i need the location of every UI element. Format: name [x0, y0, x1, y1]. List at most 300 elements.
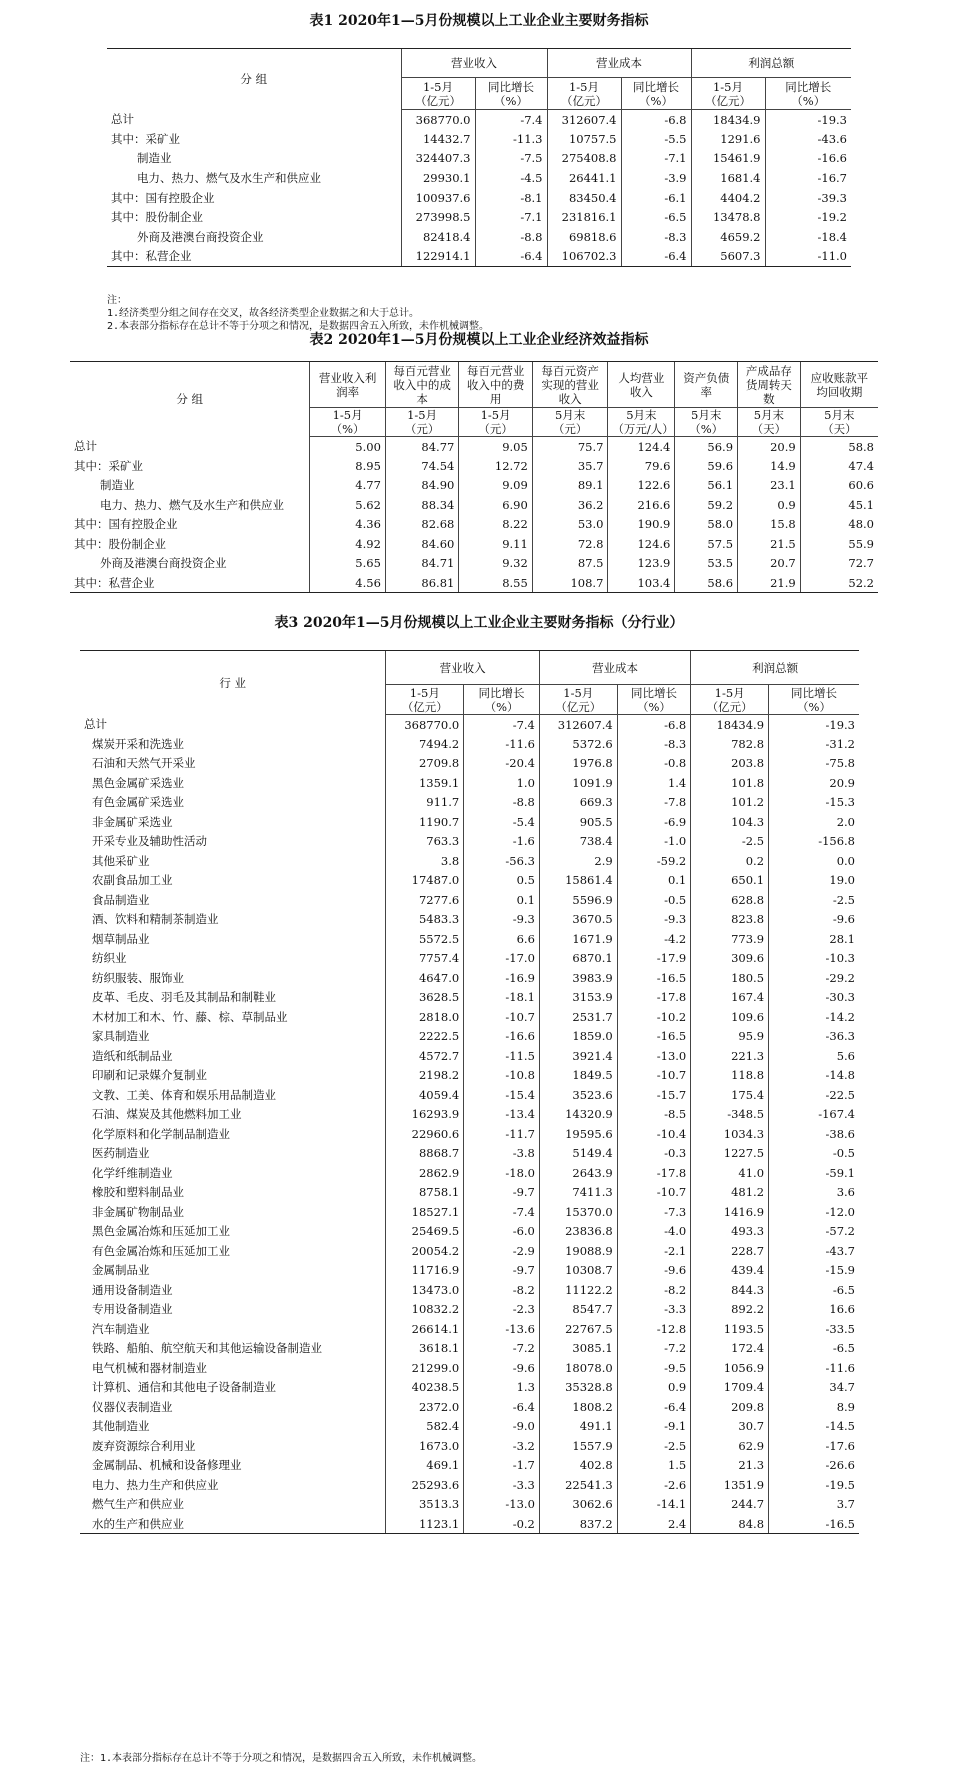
table3-title: 表3 2020年1—5月份规模以上工业企业主要财务指标（分行业）	[274, 615, 684, 631]
table-row	[80, 1417, 859, 1437]
table-row	[80, 1495, 859, 1515]
t3-sub-period: 1-5月 （亿元）	[386, 685, 464, 715]
cell-value: 95.9	[691, 1027, 769, 1047]
cell-value: 12.72	[459, 456, 532, 476]
row-label: 纺织业	[92, 951, 127, 966]
cell-value: 1416.9	[691, 1202, 769, 1222]
cell-value: 3670.5	[539, 910, 617, 930]
table-row	[80, 1007, 859, 1027]
cell-value: -1.7	[464, 1456, 540, 1476]
row-label: 其他制造业	[92, 1419, 150, 1434]
cell-value: 5.00	[310, 437, 386, 457]
cell-value: 22541.3	[539, 1475, 617, 1495]
cell-value: -9.1	[617, 1417, 691, 1437]
cell-value: 88.34	[385, 495, 458, 515]
t2-col-unit-4: 5月末 （万元/人）	[608, 408, 675, 437]
cell-value: -0.2	[464, 1514, 540, 1534]
cell-value: 2198.2	[386, 1066, 464, 1086]
cell-value: 21.5	[738, 534, 801, 554]
cell-value: 122.6	[608, 476, 675, 496]
cell-value: 30.7	[691, 1417, 769, 1437]
row-label: 化学纤维制造业	[92, 1165, 173, 1180]
cell-value: 2709.8	[386, 754, 464, 774]
cell-value: -19.3	[769, 715, 859, 735]
cell-value: -8.2	[617, 1280, 691, 1300]
table-row	[80, 1456, 859, 1476]
row-label: 农副食品加工业	[92, 873, 173, 888]
cell-value: 3523.6	[539, 1085, 617, 1105]
cell-value: 118.8	[691, 1066, 769, 1086]
cell-value: 58.6	[675, 573, 738, 593]
t2-group-header: 分 组	[70, 362, 310, 437]
cell-value: -57.2	[769, 1222, 859, 1242]
table-row	[80, 1183, 859, 1203]
cell-value: -6.1	[621, 188, 691, 208]
cell-value: -7.4	[464, 1202, 540, 1222]
t1-sub-period: 1-5月 （亿元）	[401, 78, 475, 110]
cell-value: -167.4	[769, 1105, 859, 1125]
cell-value: -11.7	[464, 1124, 540, 1144]
cell-value: -8.8	[475, 227, 547, 247]
cell-value: 59.2	[675, 495, 738, 515]
cell-value: -3.8	[464, 1144, 540, 1164]
table-row	[70, 573, 878, 593]
cell-value: 491.1	[539, 1417, 617, 1437]
row-label: 计算机、通信和其他电子设备制造业	[92, 1380, 276, 1395]
cell-value: 180.5	[691, 968, 769, 988]
cell-value: 2531.7	[539, 1007, 617, 1027]
cell-value: -3.9	[621, 168, 691, 188]
cell-value: 101.8	[691, 773, 769, 793]
t2-col-name-4: 人均营业 收入	[608, 362, 675, 408]
table-row	[70, 515, 878, 535]
table-row	[70, 437, 878, 457]
row-label: 制造业	[137, 151, 172, 166]
t1-sub-period: 1-5月 （亿元）	[691, 78, 765, 110]
cell-value: -0.5	[617, 890, 691, 910]
cell-value: -0.3	[617, 1144, 691, 1164]
cell-value: -15.7	[617, 1085, 691, 1105]
row-label: 其中：股份制企业	[111, 210, 203, 225]
cell-value: -12.8	[617, 1319, 691, 1339]
cell-value: 6.90	[459, 495, 532, 515]
row-label: 医药制造业	[92, 1146, 150, 1161]
cell-value: 2818.0	[386, 1007, 464, 1027]
row-label: 其他采矿业	[92, 853, 150, 868]
cell-value: 5.62	[310, 495, 386, 515]
cell-value: 368770.0	[401, 110, 475, 130]
cell-value: -10.2	[617, 1007, 691, 1027]
t2-col-unit-5: 5月末 （%）	[675, 408, 738, 437]
cell-value: -16.6	[765, 149, 851, 169]
cell-value: 0.2	[691, 851, 769, 871]
cell-value: 1351.9	[691, 1475, 769, 1495]
cell-value: -0.8	[617, 754, 691, 774]
row-label: 专用设备制造业	[92, 1302, 173, 1317]
table-row	[80, 1339, 859, 1359]
table-row	[107, 227, 851, 247]
cell-value: -19.5	[769, 1475, 859, 1495]
cell-value: 75.7	[532, 437, 608, 457]
table-row	[80, 1358, 859, 1378]
cell-value: 10832.2	[386, 1300, 464, 1320]
cell-value: -16.5	[617, 968, 691, 988]
row-label: 燃气生产和供应业	[92, 1497, 184, 1512]
table1	[107, 48, 851, 267]
cell-value: 844.3	[691, 1280, 769, 1300]
row-label: 其中：国有控股企业	[111, 190, 215, 205]
cell-value: -11.6	[464, 734, 540, 754]
cell-value: 469.1	[386, 1456, 464, 1476]
table-row	[80, 1378, 859, 1398]
cell-value: 83450.4	[547, 188, 621, 208]
table-row	[80, 1319, 859, 1339]
t2-col-unit-2: 1-5月 （元）	[459, 408, 532, 437]
cell-value: 11716.9	[386, 1261, 464, 1281]
cell-value: -16.7	[765, 168, 851, 188]
cell-value: 1056.9	[691, 1358, 769, 1378]
cell-value: 1.0	[464, 773, 540, 793]
cell-value: -14.2	[769, 1007, 859, 1027]
row-label: 其中：私营企业	[107, 247, 401, 267]
cell-value: 89.1	[532, 476, 608, 496]
cell-value: 53.5	[675, 554, 738, 574]
cell-value: -29.2	[769, 968, 859, 988]
cell-value: 4.56	[310, 573, 386, 593]
note-line: 1.经济类型分组之间存在交叉，故各经济类型企业数据之和大于总计。	[107, 308, 420, 319]
cell-value: -18.1	[464, 988, 540, 1008]
row-label: 酒、饮料和精制茶制造业	[92, 912, 219, 927]
cell-value: 26614.1	[386, 1319, 464, 1339]
cell-value: 8758.1	[386, 1183, 464, 1203]
table-row	[80, 1027, 859, 1047]
cell-value: 7757.4	[386, 949, 464, 969]
t3-colgroup-0: 营业收入	[386, 651, 539, 685]
row-label: 其中：采矿业	[111, 131, 180, 146]
row-label: 其中：私营企业	[70, 573, 310, 593]
cell-value: -7.2	[464, 1339, 540, 1359]
cell-value: -6.9	[617, 812, 691, 832]
cell-value: 5572.5	[386, 929, 464, 949]
row-label: 食品制造业	[92, 892, 150, 907]
table-row	[80, 1280, 859, 1300]
cell-value: 0.1	[617, 871, 691, 891]
cell-value: 216.6	[608, 495, 675, 515]
table-row	[107, 110, 851, 130]
table3-notes	[80, 1752, 482, 1765]
cell-value: 109.6	[691, 1007, 769, 1027]
table-row	[80, 1066, 859, 1086]
cell-value: 8.55	[459, 573, 532, 593]
t3-colgroup-2: 利润总额	[691, 651, 859, 685]
cell-value: -8.3	[621, 227, 691, 247]
cell-value: -18.0	[464, 1163, 540, 1183]
cell-value: 23836.8	[539, 1222, 617, 1242]
cell-value: 87.5	[532, 554, 608, 574]
cell-value: 16293.9	[386, 1105, 464, 1125]
row-label: 黑色金属冶炼和压延加工业	[92, 1224, 230, 1239]
table2	[70, 361, 878, 593]
cell-value: 3628.5	[386, 988, 464, 1008]
cell-value: 59.6	[675, 456, 738, 476]
t2-col-name-7: 应收账款平 均回收期	[800, 362, 878, 408]
cell-value: 10757.5	[547, 129, 621, 149]
t3-sub-growth: 同比增长 （%）	[617, 685, 691, 715]
cell-value: -3.3	[464, 1475, 540, 1495]
cell-value: 1123.1	[386, 1514, 464, 1534]
cell-value: -1.6	[464, 832, 540, 852]
cell-value: -2.9	[464, 1241, 540, 1261]
cell-value: -19.2	[765, 207, 851, 227]
cell-value: -6.8	[621, 110, 691, 130]
table-row	[80, 1202, 859, 1222]
cell-value: -2.3	[464, 1300, 540, 1320]
row-label: 外商及港澳台商投资企业	[100, 556, 227, 571]
cell-value: -5.5	[621, 129, 691, 149]
cell-value: 106702.3	[547, 247, 621, 267]
cell-value: 8868.7	[386, 1144, 464, 1164]
row-label: 有色金属冶炼和压延加工业	[92, 1243, 230, 1258]
cell-value: 203.8	[691, 754, 769, 774]
row-label: 非金属矿物制品业	[92, 1204, 184, 1219]
cell-value: 1681.4	[691, 168, 765, 188]
cell-value: -6.5	[769, 1280, 859, 1300]
cell-value: 15.8	[738, 515, 801, 535]
t1-sub-period: 1-5月 （亿元）	[547, 78, 621, 110]
row-label: 电力、热力、燃气及水生产和供应业	[100, 497, 284, 512]
cell-value: 10308.7	[539, 1261, 617, 1281]
cell-value: 35.7	[532, 456, 608, 476]
t2-col-name-3: 每百元资产 实现的营业 收入	[532, 362, 608, 408]
cell-value: -2.5	[617, 1436, 691, 1456]
cell-value: 4659.2	[691, 227, 765, 247]
cell-value: 13473.0	[386, 1280, 464, 1300]
cell-value: -348.5	[691, 1105, 769, 1125]
cell-value: 25469.5	[386, 1222, 464, 1242]
table-row	[80, 793, 859, 813]
row-label: 废弃资源综合利用业	[92, 1438, 196, 1453]
cell-value: 21.9	[738, 573, 801, 593]
cell-value: 2862.9	[386, 1163, 464, 1183]
cell-value: -11.6	[769, 1358, 859, 1378]
cell-value: 11122.2	[539, 1280, 617, 1300]
cell-value: 15861.4	[539, 871, 617, 891]
cell-value: 108.7	[532, 573, 608, 593]
table-row	[80, 832, 859, 852]
table-row	[80, 851, 859, 871]
row-label: 文教、工美、体育和娱乐用品制造业	[92, 1087, 276, 1102]
cell-value: -14.5	[769, 1417, 859, 1437]
cell-value: -20.4	[464, 754, 540, 774]
cell-value: 231816.1	[547, 207, 621, 227]
cell-value: -9.3	[617, 910, 691, 930]
table-row	[80, 1261, 859, 1281]
cell-value: -0.5	[769, 1144, 859, 1164]
cell-value: 8.95	[310, 456, 386, 476]
cell-value: 312607.4	[547, 110, 621, 130]
cell-value: 1091.9	[539, 773, 617, 793]
cell-value: -2.5	[769, 890, 859, 910]
cell-value: 493.3	[691, 1222, 769, 1242]
cell-value: 368770.0	[386, 715, 464, 735]
cell-value: 172.4	[691, 1339, 769, 1359]
t1-colgroup-2: 利润总额	[691, 49, 851, 78]
cell-value: -9.7	[464, 1261, 540, 1281]
cell-value: 57.5	[675, 534, 738, 554]
cell-value: -18.4	[765, 227, 851, 247]
cell-value: 1709.4	[691, 1378, 769, 1398]
row-label: 汽车制造业	[92, 1321, 150, 1336]
table-row	[107, 129, 851, 149]
cell-value: -1.0	[617, 832, 691, 852]
cell-value: 1673.0	[386, 1436, 464, 1456]
table-row	[70, 476, 878, 496]
table-row	[70, 534, 878, 554]
cell-value: 481.2	[691, 1183, 769, 1203]
cell-value: 84.90	[385, 476, 458, 496]
cell-value: -39.3	[765, 188, 851, 208]
cell-value: 1849.5	[539, 1066, 617, 1086]
cell-value: -16.9	[464, 968, 540, 988]
cell-value: -6.4	[617, 1397, 691, 1417]
row-label: 电气机械和器材制造业	[92, 1360, 207, 1375]
cell-value: 2372.0	[386, 1397, 464, 1417]
cell-value: 56.9	[675, 437, 738, 457]
cell-value: 100937.6	[401, 188, 475, 208]
table-row	[80, 929, 859, 949]
cell-value: 4647.0	[386, 968, 464, 988]
cell-value: -4.0	[617, 1222, 691, 1242]
cell-value: 82.68	[385, 515, 458, 535]
cell-value: 7411.3	[539, 1183, 617, 1203]
cell-value: 58.0	[675, 515, 738, 535]
cell-value: 1.4	[617, 773, 691, 793]
cell-value: -59.1	[769, 1163, 859, 1183]
cell-value: 175.4	[691, 1085, 769, 1105]
cell-value: -7.1	[475, 207, 547, 227]
cell-value: 18078.0	[539, 1358, 617, 1378]
cell-value: 23.1	[738, 476, 801, 496]
cell-value: -7.5	[475, 149, 547, 169]
cell-value: 21.3	[691, 1456, 769, 1476]
row-label: 印刷和记录媒介复制业	[92, 1068, 207, 1083]
t2-col-unit-6: 5月末 （天）	[738, 408, 801, 437]
row-label: 有色金属矿采选业	[92, 795, 184, 810]
cell-value: 7494.2	[386, 734, 464, 754]
cell-value: 48.0	[800, 515, 878, 535]
cell-value: 782.8	[691, 734, 769, 754]
cell-value: -13.0	[464, 1495, 540, 1515]
table-row	[80, 1144, 859, 1164]
row-label: 铁路、船舶、航空航天和其他运输设备制造业	[92, 1341, 322, 1356]
cell-value: 22767.5	[539, 1319, 617, 1339]
row-label: 石油和天然气开采业	[92, 756, 196, 771]
cell-value: -30.3	[769, 988, 859, 1008]
cell-value: 69818.6	[547, 227, 621, 247]
cell-value: -33.5	[769, 1319, 859, 1339]
cell-value: 0.9	[617, 1378, 691, 1398]
cell-value: 20054.2	[386, 1241, 464, 1261]
cell-value: 1227.5	[691, 1144, 769, 1164]
cell-value: 0.1	[464, 890, 540, 910]
t3-sub-growth: 同比增长 （%）	[464, 685, 540, 715]
cell-value: 103.4	[608, 573, 675, 593]
cell-value: 1976.8	[539, 754, 617, 774]
cell-value: 275408.8	[547, 149, 621, 169]
table-row	[70, 554, 878, 574]
t1-group-header: 分 组	[107, 49, 401, 110]
t1-colgroup-1: 营业成本	[547, 49, 691, 78]
row-label: 橡胶和塑料制品业	[92, 1185, 184, 1200]
cell-value: -6.4	[621, 247, 691, 267]
note-line: 注：1.本表部分指标存在总计不等于分项之和情况，是数据四舍五入所致，未作机械调整。	[80, 1753, 483, 1764]
row-label: 总计	[74, 439, 97, 454]
cell-value: 5149.4	[539, 1144, 617, 1164]
cell-value: 650.1	[691, 871, 769, 891]
cell-value: -11.0	[765, 247, 851, 267]
t1-sub-growth: 同比增长 （%）	[475, 78, 547, 110]
cell-value: -17.8	[617, 1163, 691, 1183]
cell-value: -13.0	[617, 1046, 691, 1066]
table-row	[107, 188, 851, 208]
cell-value: 29930.1	[401, 168, 475, 188]
cell-value: 123.9	[608, 554, 675, 574]
cell-value: -16.5	[769, 1514, 859, 1534]
cell-value: -16.5	[617, 1027, 691, 1047]
row-label: 电力、热力、燃气及水生产和供应业	[137, 171, 321, 186]
table-row	[80, 988, 859, 1008]
t2-col-unit-3: 5月末 （元）	[532, 408, 608, 437]
cell-value: 1859.0	[539, 1027, 617, 1047]
cell-value: 47.4	[800, 456, 878, 476]
row-label: 家具制造业	[92, 1029, 150, 1044]
cell-value: 773.9	[691, 929, 769, 949]
table-row	[107, 207, 851, 227]
cell-value: -17.6	[769, 1436, 859, 1456]
cell-value: -7.4	[464, 715, 540, 735]
row-label: 其中：国有控股企业	[74, 517, 178, 532]
cell-value: -3.2	[464, 1436, 540, 1456]
cell-value: 8.9	[769, 1397, 859, 1417]
cell-value: -10.8	[464, 1066, 540, 1086]
cell-value: -6.4	[464, 1397, 540, 1417]
cell-value: -14.8	[769, 1066, 859, 1086]
cell-value: 3153.9	[539, 988, 617, 1008]
cell-value: 439.4	[691, 1261, 769, 1281]
cell-value: 21299.0	[386, 1358, 464, 1378]
cell-value: 228.7	[691, 1241, 769, 1261]
cell-value: 2.9	[539, 851, 617, 871]
cell-value: -7.3	[617, 1202, 691, 1222]
cell-value: 1291.6	[691, 129, 765, 149]
row-label: 非金属矿采选业	[92, 814, 173, 829]
cell-value: -2.6	[617, 1475, 691, 1495]
cell-value: 34.7	[769, 1378, 859, 1398]
table-row	[80, 1085, 859, 1105]
cell-value: 84.8	[691, 1514, 769, 1534]
cell-value: 56.1	[675, 476, 738, 496]
table-row	[80, 1222, 859, 1242]
cell-value: 20.9	[738, 437, 801, 457]
cell-value: 13478.8	[691, 207, 765, 227]
cell-value: -26.6	[769, 1456, 859, 1476]
cell-value: 20.9	[769, 773, 859, 793]
cell-value: -17.0	[464, 949, 540, 969]
cell-value: 4059.4	[386, 1085, 464, 1105]
cell-value: 7277.6	[386, 890, 464, 910]
cell-value: 3.7	[769, 1495, 859, 1515]
cell-value: 209.8	[691, 1397, 769, 1417]
